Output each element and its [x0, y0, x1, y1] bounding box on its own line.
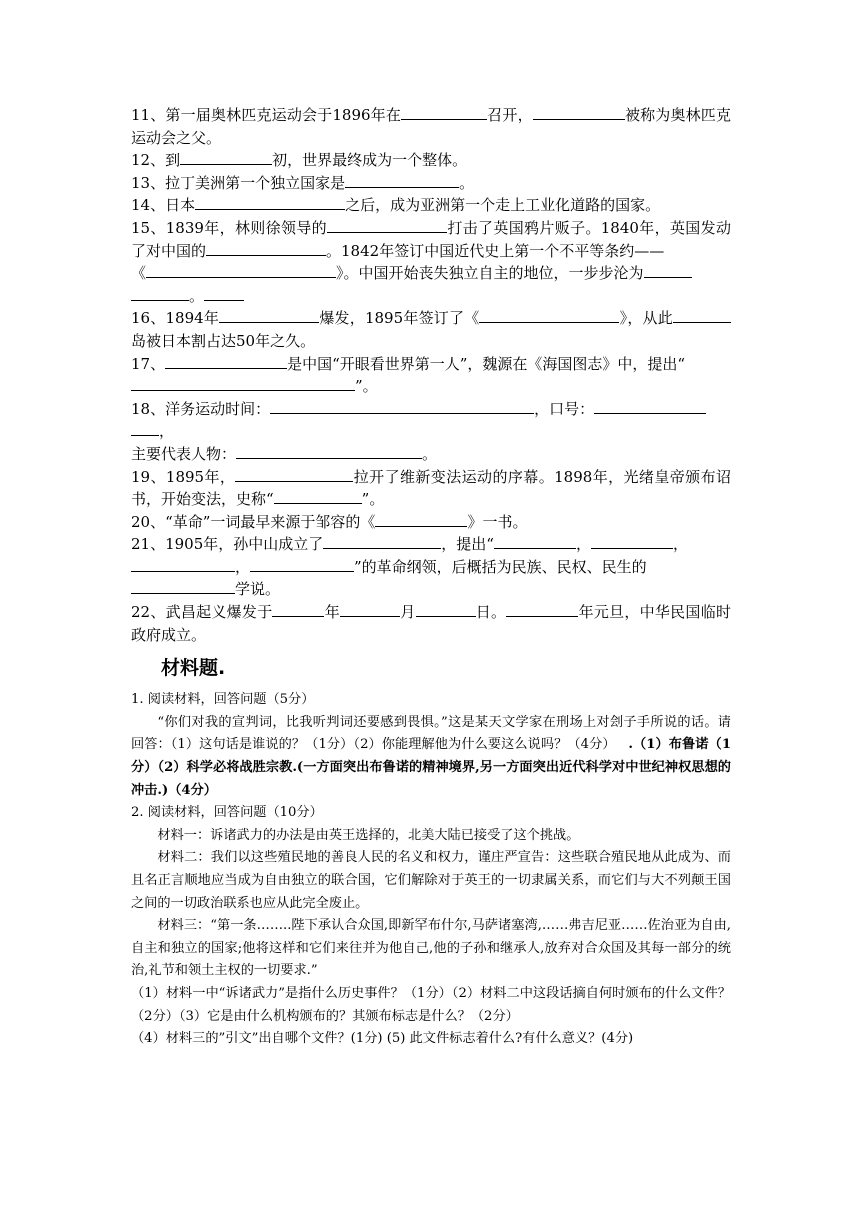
question-text: 拉开了维新变法运动的序幕。1898年，光绪皇帝颁布诏书，开始变法，史称“: [131, 467, 731, 509]
question-text: ，: [672, 535, 688, 554]
material-1-text: “你们对我的宣判词，比我听判词还要感到畏惧。”这是某天文学家在刑场上对刽子手所说的话。请回答：（1）这句话是谁说的？（1分）（2）你能理解他为什么要这么说吗？（4分）: [131, 714, 731, 753]
material-2-source-3: 材料三：“第一条……..陛下承认合众国,即新罕布什尔,马萨诸塞湾,……弗吉尼亚……佐治亚为自由,自主和独立的国家;他将这样和它们来往并为他自己,他的子孙和继承人,放弃对合众国及其每一部分的统治,礼节和领土主权的一切要求.”: [131, 918, 731, 979]
answer-blank[interactable]: [401, 104, 487, 120]
question-20: [131, 511, 731, 534]
worksheet-page: [131, 104, 731, 1051]
question-text: 被称为奥林匹克运动会之父。: [131, 106, 731, 147]
answer-blank[interactable]: [274, 488, 362, 504]
answer-blank[interactable]: [479, 307, 619, 323]
answer-blank[interactable]: [644, 262, 692, 278]
question-text: 初，世界最终成为一个整体。: [272, 151, 468, 170]
answer-blank[interactable]: [180, 149, 272, 165]
question-text: ”的革命纲领，后概括为民族、民权、民生的: [354, 557, 647, 576]
question-text: 21、1905年，孙中山成立了: [131, 535, 324, 554]
question-text: 14、日本: [131, 196, 196, 215]
question-14: [131, 194, 731, 217]
question-text: 》，从此: [619, 309, 673, 328]
material-section: [131, 689, 731, 1051]
answer-blank[interactable]: [131, 578, 235, 594]
question-text: 19、1895年，: [131, 467, 236, 486]
question-11: [131, 104, 731, 149]
question-text: 年: [324, 603, 340, 622]
question-text: 11、第一届奥林匹克运动会于1896年在: [131, 106, 402, 124]
question-text: ，: [235, 557, 251, 576]
answer-blank[interactable]: [416, 601, 476, 617]
answer-blank[interactable]: [673, 307, 731, 323]
question-text: 15、1839年，林则徐领导的: [131, 218, 328, 237]
question-text: 是中国“开眼看世界第一人”，魏源在《海国图志》中，提出“: [287, 354, 686, 373]
question-13: [131, 172, 731, 195]
fill-in-section: [131, 104, 731, 646]
answer-blank[interactable]: [131, 375, 355, 391]
question-text: 22、武昌起义爆发于: [131, 603, 273, 622]
material-1-prompt: [131, 712, 731, 802]
question-text: 主要代表人物：: [131, 444, 237, 463]
question-text: ，: [159, 422, 175, 441]
answer-blank[interactable]: [206, 240, 326, 256]
answer-blank[interactable]: [323, 533, 441, 549]
material-2-title: 2. 阅读材料，回答问题（10分）: [131, 805, 323, 821]
answer-blank[interactable]: [506, 601, 578, 617]
question-text: 》。中国开始丧失独立自主的地位，一步步沦为: [336, 264, 644, 283]
answer-blank[interactable]: [219, 307, 319, 323]
question-18: [131, 398, 731, 466]
answer-blank[interactable]: [594, 398, 706, 414]
question-text: ”。: [361, 490, 385, 509]
material-2-questions-1: （1）材料一中“诉诸武力”是指什么历史事件？（1分）（2）材料二中这段话摘自何时颁布的什么文件？（2分）（3）它是由什么机构颁布的？其颁布标志是什么？（2分）: [131, 985, 731, 1024]
material-2-source-2: 材料二：我们以这些殖民地的善良人民的名义和权力，谨庄严宣告：这些联合殖民地从此成为、而且名正言顺地应当成为自由独立的联合国，它们解除对于英王的一切隶属关系，而它们与大不列颠王国之间的一切政治联系也应从此完全废止。: [131, 850, 731, 911]
question-text: ，提出“: [441, 535, 494, 554]
question-text: 召开，: [487, 106, 533, 124]
answer-blank[interactable]: [131, 556, 235, 572]
answer-blank[interactable]: [250, 556, 354, 572]
answer-blank[interactable]: [270, 398, 534, 414]
answer-blank[interactable]: [204, 285, 244, 301]
question-16: [131, 307, 731, 352]
question-15: [131, 217, 731, 307]
answer-blank[interactable]: [591, 533, 673, 549]
material-2-questions-2: （4）材料三的”引文”出自哪个文件？(1分) (5) 此文件标志着什么?有什么意义？(4分): [131, 1031, 634, 1047]
answer-blank[interactable]: [272, 601, 324, 617]
question-text: 爆发，1895年签订了《: [319, 309, 480, 328]
answer-blank[interactable]: [235, 466, 353, 482]
question-text: 年元旦，中华民国临时政府成立。: [131, 603, 731, 644]
question-21: [131, 533, 731, 601]
question-text: 》一书。: [467, 512, 528, 531]
answer-blank[interactable]: [345, 172, 459, 188]
question-text: ，口号：: [534, 399, 595, 418]
question-text: 学说。: [235, 580, 281, 599]
material-1-answer: .（1）布鲁诺（1分）（2）科学必将战胜宗教.(一方面突出布鲁诺的精神境界,另一方面突出近代科学对中世纪神权思想的冲击.)（4分）: [131, 737, 731, 798]
question-text: 之后，成为亚洲第一个走上工业化道路的国家。: [345, 196, 661, 215]
question-text: 12、到: [131, 151, 181, 170]
answer-blank[interactable]: [131, 285, 189, 301]
answer-blank[interactable]: [340, 601, 400, 617]
answer-blank[interactable]: [327, 217, 447, 233]
question-text: 16、1894年: [131, 309, 220, 328]
question-text: 日。: [475, 603, 507, 622]
question-text: 岛被日本割占达50年之久。: [131, 331, 316, 350]
question-text: 。1842年签订中国近代史上第一个不平等条约——: [326, 241, 665, 260]
answer-blank[interactable]: [165, 353, 287, 369]
section-heading: 材料题.: [161, 657, 226, 680]
question-text: ”。: [355, 377, 378, 396]
question-19: [131, 466, 731, 511]
question-text: 月: [400, 603, 416, 622]
material-2-source-1: 材料一：诉诸武力的办法是由英王选择的，北美大陆已接受了这个挑战。: [157, 827, 580, 843]
question-text: 。: [459, 173, 475, 192]
question-text: 。: [189, 286, 205, 305]
question-text: 17、: [131, 354, 166, 373]
answer-blank[interactable]: [236, 443, 422, 459]
answer-blank[interactable]: [375, 511, 467, 527]
question-text: 打击了英国鸦片贩子。1840年，英国发动了对中国的: [131, 218, 731, 260]
answer-blank[interactable]: [533, 104, 625, 120]
question-text: 18、洋务运动时间：: [131, 399, 271, 418]
question-text: 20、“革命”一词最早来源于邹容的《: [131, 512, 376, 531]
question-text: ，: [575, 535, 591, 554]
question-22: [131, 601, 731, 646]
question-text: 13、拉丁美洲第一个独立国家是: [131, 173, 346, 192]
answer-blank[interactable]: [146, 262, 336, 278]
material-1-title: 1. 阅读材料，回答问题（5分）: [131, 692, 315, 708]
question-text: 《: [131, 264, 147, 283]
answer-blank[interactable]: [494, 533, 576, 549]
question-12: [131, 149, 731, 172]
answer-blank[interactable]: [195, 194, 345, 210]
question-text: 。: [422, 444, 438, 463]
question-17: [131, 353, 731, 398]
answer-blank[interactable]: [131, 420, 159, 436]
